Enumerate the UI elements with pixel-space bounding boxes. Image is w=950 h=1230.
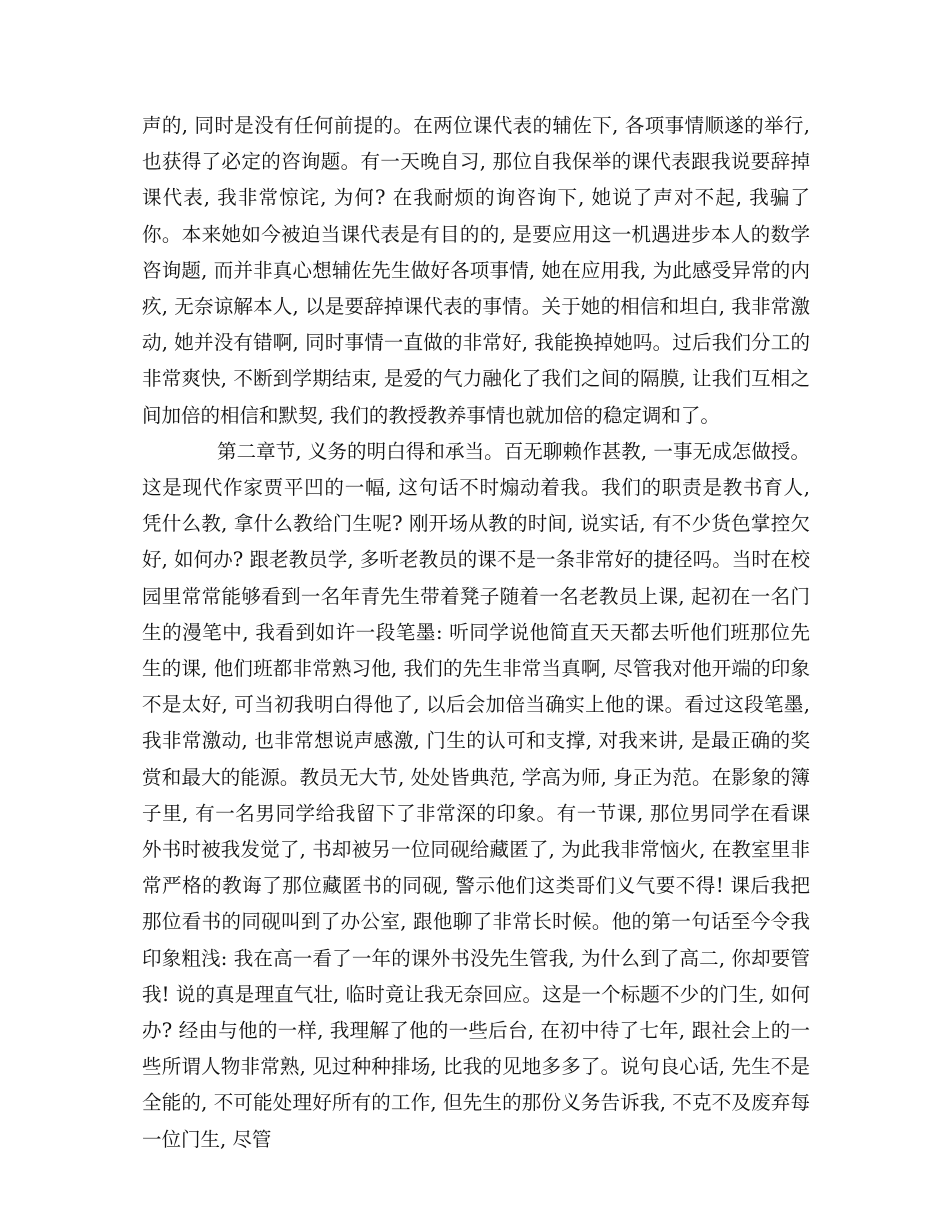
paragraph-continuation: 声的, 同时是没有任何前提的。在两位课代表的辅佐下, 各项事情顺遂的举行, 也获得了必定的咨询题。有一天晚自习, 那位自我保举的课代表跟我说要辞掉课代表, 我非常惊诧, 为何? 在我耐烦的询咨询下, 她说了声对不起, 我骗了你。本来她如今被迫当课代表是有目的的, 是要应用这一机遇进步本人的数学咨询题, 而并非真心想辅佐先生做好各项事情, 她在应用我, 为此感受异常的内疚, 无奈谅解本人, 以是要辞掉课代表的事情。关于她的相信和坦白, 我非常激动, 她并没有错啊, 同时事情一直做的非常好, 我能换掉她吗。过后我们分工的非常爽快, 不断到学期结束, 是爱的气力融化了我们之间的隔膜, 让我们互相之间加倍的相信和默契, 我们的教授教养事情也就加倍的稳定调和了。 xyxy=(142,114,810,427)
paragraph-chapter-two: 第二章节, 义务的明白得和承当。百无聊赖作甚教, 一事无成怎做授。这是现代作家贾平凹的一幅, 这句话不时煽动着我。我们的职责是教书育人, 凭什么教, 拿什么教给门生呢? 刚开场从教的时间, 说实话, 有不少货色掌控欠好, 如何办? 跟老教员学, 多听老教员的课不是一条非常好的捷径吗。当时在校园里常常能够看到一名年青先生带着凳子随着一名老教员上课, 起初在一名门生的漫笔中, 我看到如许一段笔墨: 听同学说他简直天天都去听他们班那位先生的课, 他们班都非常熟习他, 我们的先生非常当真啊, 尽管我对他开端的印象不是太好, 可当初我明白得他了, 以后会加倍当确实上他的课。看过这段笔墨, 我非常激动, 也非常想说声感激, 门生的认可和支撑, 对我来讲, 是最正确的奖赏和最大的能源。教员无大节, 处处皆典范, 学高为师, 身正为范。在影象的簿子里, 有一名男同学给我留下了非常深的印象。有一节课, 那位男同学在看课外书时被我发觉了, 书却被另一位同砚给藏匿了, 为此我非常恼火, 在教室里非常严格的教诲了那位藏匿书的同砚, 警示他们这类哥们义气要不得! 课后我把那位看书的同砚叫到了办公室, 跟他聊了非常长时候。他的第一句话至今令我印象粗浅: 我在高一看了一年的课外书没先生管我, 为什么到了高二, 你却要管我! 说的真是理直气壮, 临时竟让我无奈回应。这是一个标题不少的门生, 如何办? 经由与他的一样, 我理解了他的一些后台, 在初中待了七年, 跟社会上的一些所谓人物非常熟, 见过种种排场, 比我的见地多多了。说句良心话, 先生不是全能的, 不可能处理好所有的工作, 但先生的那份义务告诉我, 不克不及废弃每一位门生, 尽管 xyxy=(142,439,810,1151)
document-body xyxy=(142,108,810,1158)
